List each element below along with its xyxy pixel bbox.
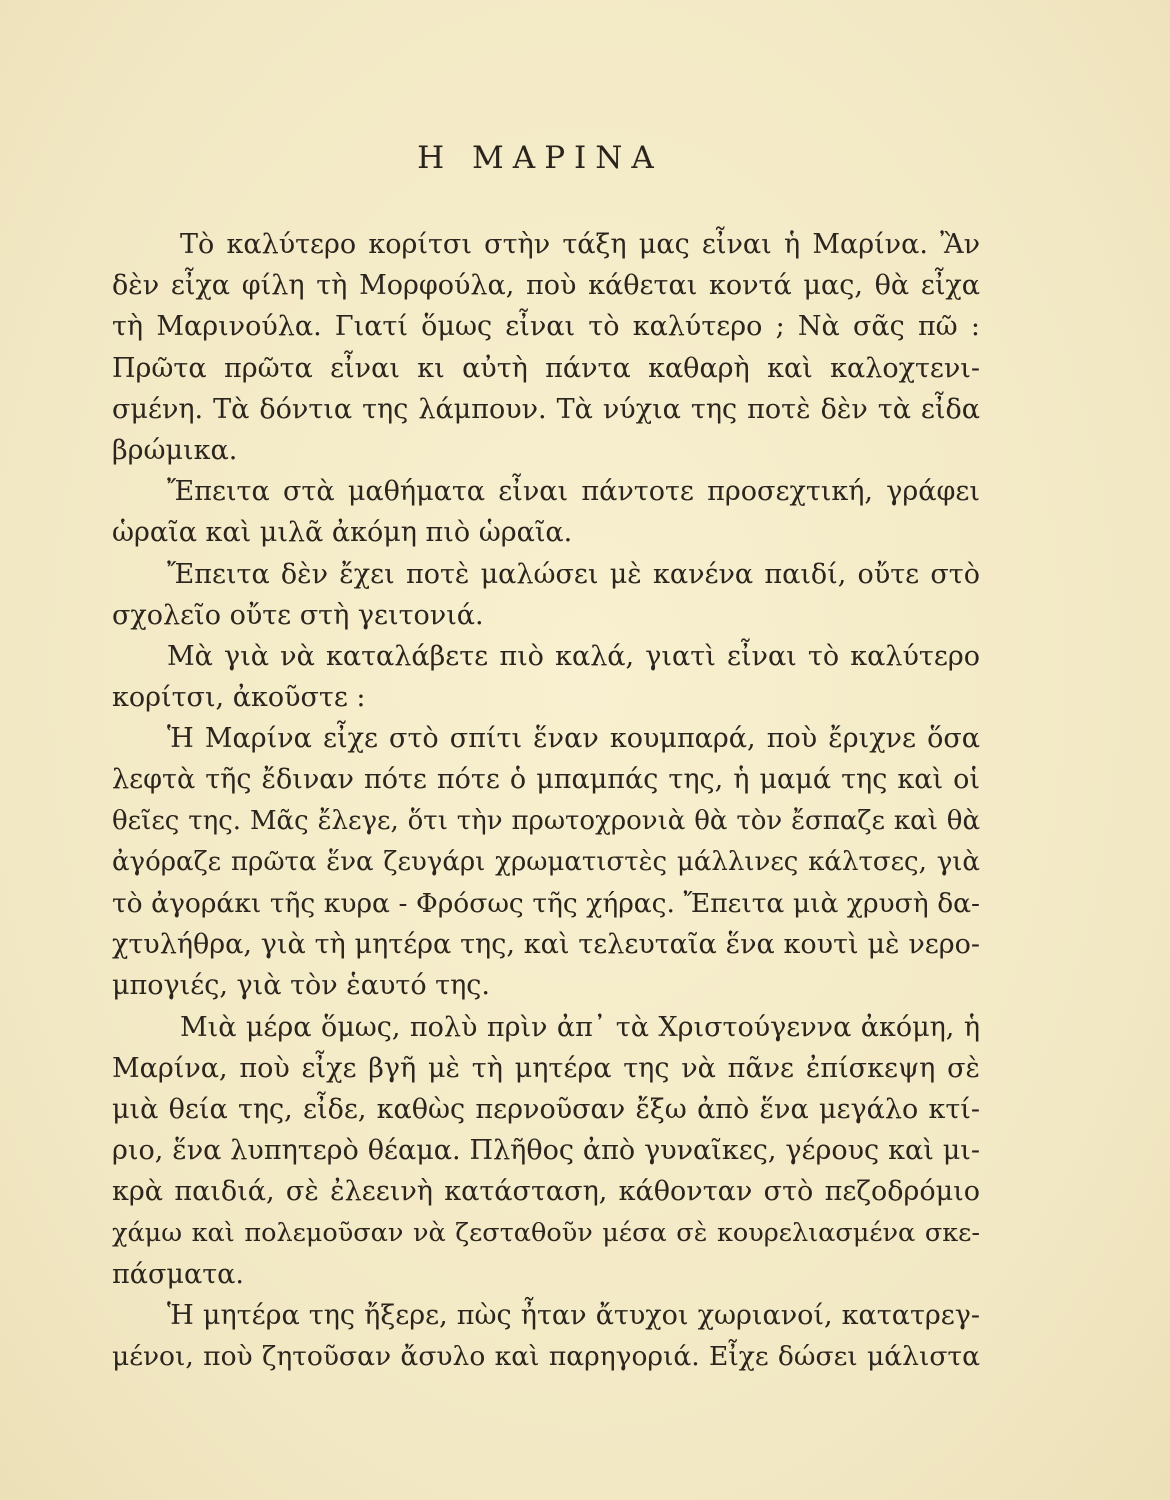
text-line: μιὰ θεία της, εἶδε, καθὼς περνοῦσαν ἔξω ἀπὸ ἕνα μεγάλο κτί- [112, 1093, 980, 1125]
text-line: Ἡ Μαρίνα εἶχε στὸ σπίτι ἕναν κουμπαρά, ποὺ ἔριχνε ὅσα [167, 723, 980, 755]
body-text [112, 224, 980, 1377]
text-line: κρὰ παιδιά, σὲ ἐλεεινὴ κατάσταση, κάθονταν στὸ πεζοδρόμιο [112, 1176, 980, 1208]
text-line: δὲν εἶχα φίλη τὴ Μορφούλα, ποὺ κάθεται κοντά μας, θὰ εἶχα [112, 270, 980, 302]
text-line: Μὰ γιὰ νὰ καταλάβετε πιὸ καλά, γιατὶ εἶναι τὸ καλύτερο [167, 640, 980, 672]
text-line: βρώμικα. [112, 434, 238, 466]
text-line: θεῖες της. Μᾶς ἔλεγε, ὅτι τὴν πρωτοχρονιὰ θὰ τὸν ἔσπαζε καὶ θὰ [112, 805, 980, 836]
text-line: τὸ ἀγοράκι τῆς κυρα - Φρόσως τῆς χήρας. Ἔπειτα μιὰ χρυσὴ δα- [112, 888, 980, 919]
text-line: χάμω καὶ πολεμοῦσαν νὰ ζεσταθοῦν μέσα σὲ κουρελιασμένα σκε- [112, 1217, 980, 1248]
text-line: σχολεῖο οὔτε στὴ γειτονιά. [112, 599, 484, 631]
text-line: ἀγόραζε πρῶτα ἕνα ζευγάρι χρωματιστὲς μάλλινες κάλτσες, γιὰ [112, 846, 980, 877]
text-line: σμένη. Τὰ δόντια της λάμπουν. Τὰ νύχια της ποτὲ δὲν τὰ εἶδα [112, 393, 980, 425]
text-line: Ἔπειτα στὰ μαθήματα εἶναι πάντοτε προσεχτική, γράφει [167, 476, 980, 508]
text-line: Πρῶτα πρῶτα εἶναι κι αὐτὴ πάντα καθαρὴ καὶ καλοχτενι- [112, 352, 980, 384]
text-line: Ἡ μητέρα της ἤξερε, πὼς ἦταν ἄτυχοι χωριανοί, κατατρεγ- [167, 1299, 980, 1331]
text-line: τὴ Μαρινούλα. Γιατί ὅμως εἶναι τὸ καλύτερο ; Νὰ σᾶς πῶ : [112, 311, 980, 343]
text-line: χτυλήθρα, γιὰ τὴ μητέρα της, καὶ τελευταῖα ἕνα κουτὶ μὲ νερο- [112, 929, 980, 961]
text-line: Ἔπειτα δὲν ἔχει ποτὲ μαλώσει μὲ κανένα παιδί, οὔτε στὸ [167, 558, 980, 590]
text-line: Τὸ καλύτερο κορίτσι στὴν τάξη μας εἶναι ἡ Μαρίνα. Ἂν [180, 229, 980, 260]
text-line: πάσματα. [112, 1258, 244, 1290]
text-line: μπογιές, γιὰ τὸν ἑαυτό της. [112, 970, 490, 1002]
text-line: μένοι, ποὺ ζητοῦσαν ἄσυλο καὶ παρηγοριά. Εἶχε δώσει μάλιστα [112, 1341, 980, 1373]
text-line: Μαρίνα, ποὺ εἶχε βγῆ μὲ τὴ μητέρα της νὰ πᾶνε ἐπίσκεψη σὲ [112, 1052, 980, 1084]
text-line: κορίτσι, ἀκοῦστε : [112, 682, 366, 714]
text-line: λεφτὰ τῆς ἔδιναν πότε πότε ὁ μπαμπάς της, ἡ μαμά της καὶ οἱ [112, 764, 980, 796]
text-line: ριο, ἕνα λυπητερὸ θέαμα. Πλῆθος ἀπὸ γυναῖκες, γέρους καὶ μι- [112, 1135, 980, 1167]
text-line: ὡραῖα καὶ μιλᾶ ἀκόμη πιὸ ὡραῖα. [112, 517, 573, 549]
chapter-title: Η ΜΑΡΙΝΑ [417, 140, 663, 176]
text-line: Μιὰ μέρα ὅμως, πολὺ πρὶν ἀπ᾿ τὰ Χριστούγεννα ἀκόμη, ἡ [180, 1011, 980, 1043]
